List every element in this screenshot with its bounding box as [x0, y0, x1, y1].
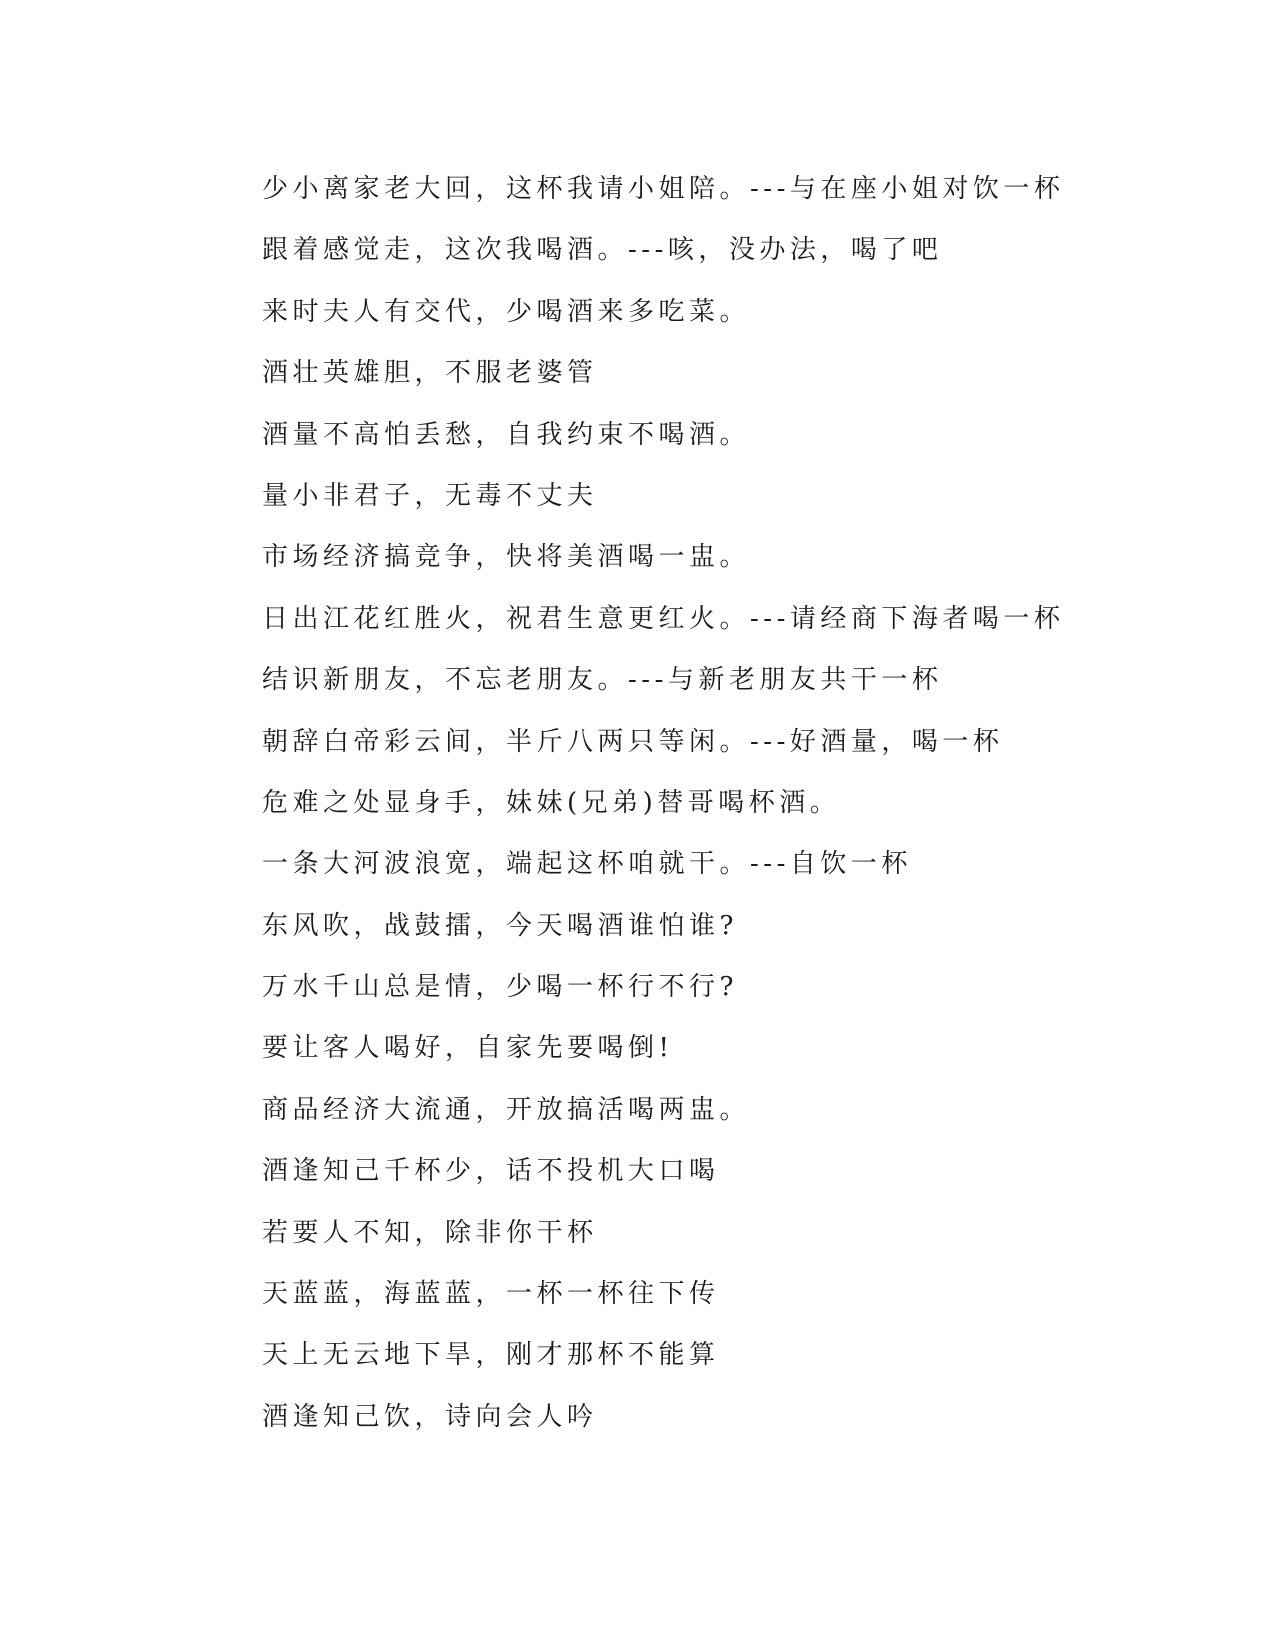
text-line-7: 市场经济搞竞争，快将美酒喝一盅。 — [262, 542, 751, 573]
text-line-2: 跟着感觉走，这次我喝酒。---咳，没办法，喝了吧 — [262, 235, 943, 266]
text-line-18: 若要人不知，除非你干杯 — [262, 1217, 598, 1248]
text-line-1: 少小离家老大回，这杯我请小姐陪。---与在座小姐对饮一杯 — [262, 174, 1065, 204]
text-line-20: 天上无云地下旱，刚才那杯不能算 — [262, 1340, 720, 1371]
text-line-3: 来时夫人有交代，少喝酒来多吃菜。 — [262, 296, 751, 327]
text-line-15: 要让客人喝好，自家先要喝倒! — [262, 1033, 674, 1064]
text-line-10: 朝辞白帝彩云间，半斤八两只等闲。---好酒量，喝一杯 — [262, 726, 1004, 757]
text-line-12: 一条大河波浪宽，端起这杯咱就干。---自饮一杯 — [262, 849, 912, 880]
text-line-11: 危难之处显身手，妹妹(兄弟)替哥喝杯酒。 — [262, 787, 841, 818]
text-line-19: 天蓝蓝，海蓝蓝，一杯一杯往下传 — [262, 1279, 720, 1310]
document-body — [262, 168, 1065, 1457]
text-line-6: 量小非君子，无毒不丈夫 — [262, 480, 598, 511]
text-line-21: 酒逢知己饮，诗向会人吟 — [262, 1401, 598, 1432]
text-line-9: 结识新朋友，不忘老朋友。---与新老朋友共干一杯 — [262, 665, 943, 696]
text-line-17: 酒逢知己千杯少，话不投机大口喝 — [262, 1156, 720, 1187]
text-line-13: 东风吹，战鼓擂，今天喝酒谁怕谁? — [262, 910, 738, 941]
text-line-8: 日出江花红胜火，祝君生意更红火。---请经商下海者喝一杯 — [262, 603, 1065, 634]
text-line-14: 万水千山总是情，少喝一杯行不行? — [262, 972, 738, 1003]
text-line-16: 商品经济大流通，开放搞活喝两盅。 — [262, 1094, 751, 1125]
text-line-5: 酒量不高怕丢愁，自我约束不喝酒。 — [262, 419, 751, 450]
text-line-4: 酒壮英雄胆，不服老婆管 — [262, 358, 598, 389]
